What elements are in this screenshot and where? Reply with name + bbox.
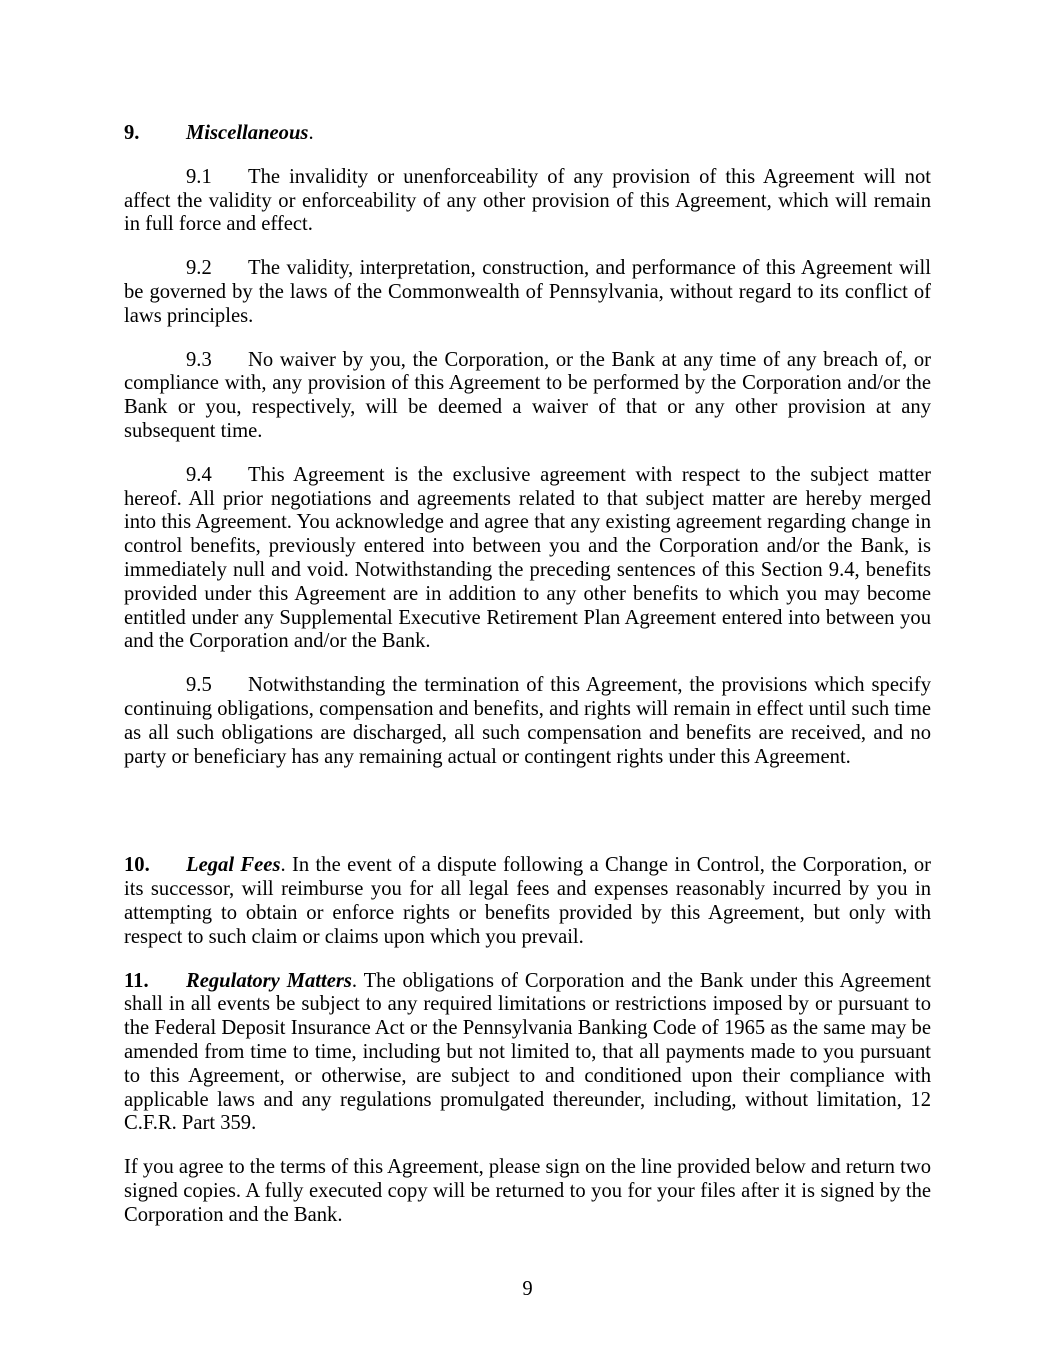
section-9-heading: 9. Miscellaneous.: [124, 122, 314, 144]
section-11: 11. Regulatory Matters. The obligations of Corporation and the Bank under this Agreement shall in all events be subject to any required limitations or restrictions imposed by or pursuant to the Federal Deposit Insurance Act or the Pennsylvania Banking Code of 1965 as the same may be amended from time to time, including but not limited to, that all payments made to you pursuant to this Agreement, or otherwise, are subject to and conditioned upon their compliance with applicable laws and any regulations promulgated thereunder, including, without limitation, 12 C.F.R. Part 359.: [124, 969, 931, 1135]
subsection-9-5: 9.5 Notwithstanding the termination of this Agreement, the provisions which specify continuing obligations, compensation and benefits, and rights will remain in effect until such time as all such obligations are discharged, all such compensation and benefits are received, and no party or beneficiary has any remaining actual or contingent rights under this Agreement.: [124, 674, 931, 768]
closing-paragraph: If you agree to the terms of this Agreement, please sign on the line provided below and return two signed copies. A fully executed copy will be returned to you for your files after it is signed by the Corporation and the Bank.: [124, 1156, 931, 1226]
subsection-9-1: 9.1 The invalidity or unenforceability of any provision of this Agreement will not affect the validity or enforceability of any other provision of this Agreement, which will remain in full force and effect.: [124, 165, 931, 236]
section-number: 9.: [124, 122, 140, 144]
subsection-9-4: 9.4 This Agreement is the exclusive agreement with respect to the subject matter hereof. All prior negotiations and agreements related to that subject matter are hereby merged into this Agreement. You acknowledge and agree that any existing agreement regarding change in control benefits, previously entered into between you and the Corporation and/or the Bank, is immediately null and void. Notwithstanding the preceding sentences of this Section 9.4, benefits provided under this Agreement are in addition to any other benefits to which you may become entitled under any Supplemental Executive Retirement Plan Agreement entered into between you and the Corporation and/or the Bank.: [124, 463, 931, 653]
page-number: 9: [522, 1278, 533, 1300]
section-10: 10. Legal Fees. In the event of a dispute following a Change in Control, the Corporation, or its successor, will reimburse you for all legal fees and expenses reasonably incurred by you in attempting to obtain or enforce rights or benefits provided by this Agreement, but only with respect to such claim or claims upon which you prevail.: [124, 854, 931, 948]
section-title: Miscellaneous: [186, 122, 309, 144]
document-page: [124, 122, 931, 1247]
subsection-9-2: 9.2 The validity, interpretation, construction, and performance of this Agreement will be governed by the laws of the Commonwealth of Pennsylvania, without regard to its conflict of laws principles.: [124, 257, 931, 327]
subsection-9-3: 9.3 No waiver by you, the Corporation, or the Bank at any time of any breach of, or compliance with, any provision of this Agreement to be performed by the Corporation and/or the Bank or you, respectively, will be deemed a waiver of that or any other provision at any subsequent time.: [124, 348, 931, 442]
